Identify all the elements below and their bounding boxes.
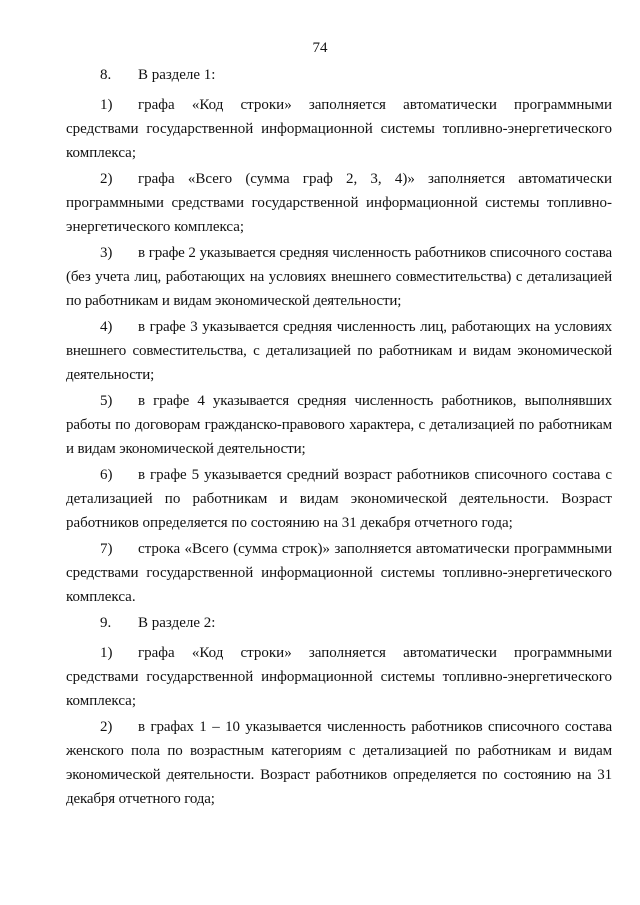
section-2-heading [66,611,612,635]
item-text: в графах 1 – 10 указывается численность работников списочного состава женского пола по возрастным категориям с детализацией по работникам и видам экономической деятельности. Возраст работников определяется по состоянию на 31 декабря отчетного года; [66,719,612,807]
item-text: графа «Код строки» заполняется автоматически программными средствами государственной информационной системы топливно-энергетического комплекса; [66,97,612,161]
document-body [66,63,612,813]
item-text: в графе 4 указывается средняя численность работников, выполнявших работы по договорам гражданско-правового характера, с детализацией по работникам и видам экономической деятельности; [66,393,612,457]
section-2-number: 9. [100,615,112,631]
item-number: 2) [100,171,113,187]
section-1-title: В разделе 1: [138,67,216,83]
section-2-title: В разделе 2: [138,615,216,631]
section-1-item-1 [66,93,612,165]
item-text: графа «Код строки» заполняется автоматически программными средствами государственной информационной системы топливно-энергетического комплекса; [66,645,612,709]
page-number: 74 [312,40,328,56]
section-1-item-5 [66,389,612,461]
section-2-item-1 [66,641,612,713]
section-1-item-3 [66,241,612,313]
item-text: в графе 3 указывается средняя численность лиц, работающих на условиях внешнего совместительства, с детализацией по работникам и видам экономической деятельности; [66,319,612,383]
section-1-item-2 [66,167,612,239]
section-1-item-4 [66,315,612,387]
section-1-item-6 [66,463,612,535]
item-number: 4) [100,319,113,335]
item-text: графа «Всего (сумма граф 2, 3, 4)» заполняется автоматически программными средствами государственной информационной системы топливно-энергетического комплекса; [66,171,612,235]
item-number: 5) [100,393,113,409]
item-text: в графе 2 указывается средняя численность работников списочного состава (без учета лиц, работающих на условиях внешнего совместительства) с детализацией по работникам и видам экономической деятельности; [66,245,612,309]
item-number: 2) [100,719,113,735]
item-number: 7) [100,541,113,557]
item-text: в графе 5 указывается средний возраст работников списочного состава с детализацией по работникам и видам экономической деятельности. Возраст работников определяется по состоянию на 31 декабря отчетного года; [66,467,612,531]
item-number: 1) [100,97,113,113]
section-1-heading [66,63,612,87]
item-number: 1) [100,645,113,661]
section-2-item-2 [66,715,612,811]
section-1-item-7 [66,537,612,609]
section-1-number: 8. [100,67,112,83]
item-number: 6) [100,467,113,483]
item-number: 3) [100,245,113,261]
item-text: строка «Всего (сумма строк)» заполняется автоматически программными средствами государственной информационной системы топливно-энергетического комплекса. [66,541,612,605]
